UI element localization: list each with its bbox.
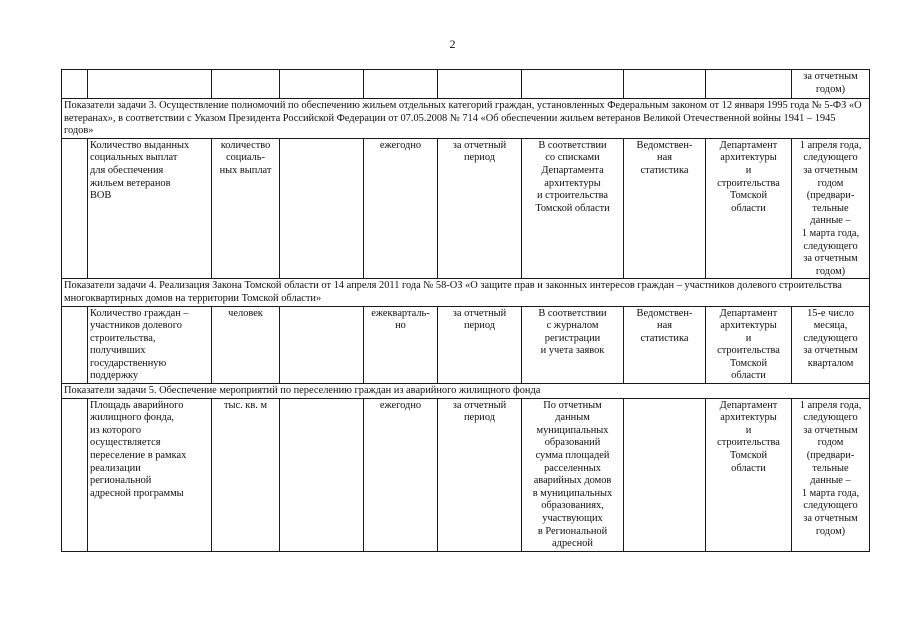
cell-time-period: за отчетный период [438, 138, 522, 279]
cell-num [62, 70, 88, 99]
cell-periodicity: ежегодно [364, 398, 438, 551]
cell-unit [212, 70, 280, 99]
continuation-row [62, 70, 870, 99]
cell-time-period [438, 70, 522, 99]
cell-method-type: Ведомствен- ная статистика [624, 306, 706, 384]
cell-indicator: Площадь аварийного жилищного фонда, из которого осуществляется переселение в рамках реализации региональной адресной программы [88, 398, 212, 551]
cell-unit: человек [212, 306, 280, 384]
cell-method: В соответствии со списками Департамента архитектуры и строительства Томской области [522, 138, 624, 279]
cell-responsible: Департамент архитектуры и строительства Томской области [706, 306, 792, 384]
cell-indicator: Количество граждан – участников долевого строительства, получивших государственную поддержку [88, 306, 212, 384]
cell-periodicity [364, 70, 438, 99]
cell-num [62, 138, 88, 279]
cell-definition [280, 138, 364, 279]
indicator-row-task-3 [62, 138, 870, 279]
cell-unit: количество социаль- ных выплат [212, 138, 280, 279]
cell-responsible: Департамент архитектуры и строительства Томской области [706, 138, 792, 279]
cell-method-type [624, 398, 706, 551]
cell-num [62, 306, 88, 384]
cell-method-type [624, 70, 706, 99]
cell-responsible [706, 70, 792, 99]
cell-deadline: за отчетным годом) [792, 70, 870, 99]
section-title: Показатели задачи 5. Обеспечение мероприятий по переселению граждан из аварийного жилищного фонда [62, 384, 870, 399]
cell-deadline: 15-е число месяца, следующего за отчетным кварталом [792, 306, 870, 384]
section-header-task-4 [62, 279, 870, 306]
cell-num [62, 398, 88, 551]
cell-unit: тыс. кв. м [212, 398, 280, 551]
section-title: Показатели задачи 4. Реализация Закона Томской области от 14 апреля 2011 года № 58-ОЗ «О защите прав и законных интересов граждан – участников долевого строительства многоквартирных домов на территории Томской области» [62, 279, 870, 306]
cell-method: В соответствии с журналом регистрации и учета заявок [522, 306, 624, 384]
indicators-table [61, 69, 870, 552]
cell-method-type: Ведомствен- ная статистика [624, 138, 706, 279]
cell-definition [280, 398, 364, 551]
cell-definition [280, 70, 364, 99]
cell-method [522, 70, 624, 99]
cell-responsible: Департамент архитектуры и строительства Томской области [706, 398, 792, 551]
page-number: 2 [449, 37, 456, 51]
indicator-row-task-4 [62, 306, 870, 384]
cell-periodicity: ежегодно [364, 138, 438, 279]
cell-indicator [88, 70, 212, 99]
indicator-row-task-5 [62, 398, 870, 551]
cell-method: По отчетным данным муниципальных образований сумма площадей расселенных аварийных домов в муниципальных образованиях, участвующих в Региональной адресной [522, 398, 624, 551]
cell-definition [280, 306, 364, 384]
section-title: Показатели задачи 3. Осуществление полномочий по обеспечению жильем отдельных категорий граждан, установленных Федеральным законом от 12 января 1995 года № 5-ФЗ «О ветеранах», в соответствии с Указом Президента Российской Федерации от 07.05.2008 № 714 «Об обеспечении жильем ветеранов Великой Отечественной войны 1941 – 1945 годов» [62, 99, 870, 139]
cell-periodicity: ежекварталь- но [364, 306, 438, 384]
section-header-task-5 [62, 384, 870, 399]
cell-time-period: за отчетный период [438, 306, 522, 384]
cell-indicator: Количество выданных социальных выплат для обеспечения жильем ветеранов ВОВ [88, 138, 212, 279]
cell-time-period: за отчетный период [438, 398, 522, 551]
cell-deadline: 1 апреля года, следующего за отчетным годом (предвари- тельные данные – 1 марта года, следующего за отчетным годом) [792, 398, 870, 551]
cell-deadline: 1 апреля года, следующего за отчетным годом (предвари- тельные данные – 1 марта года, следующего за отчетным годом) [792, 138, 870, 279]
section-header-task-3 [62, 99, 870, 139]
